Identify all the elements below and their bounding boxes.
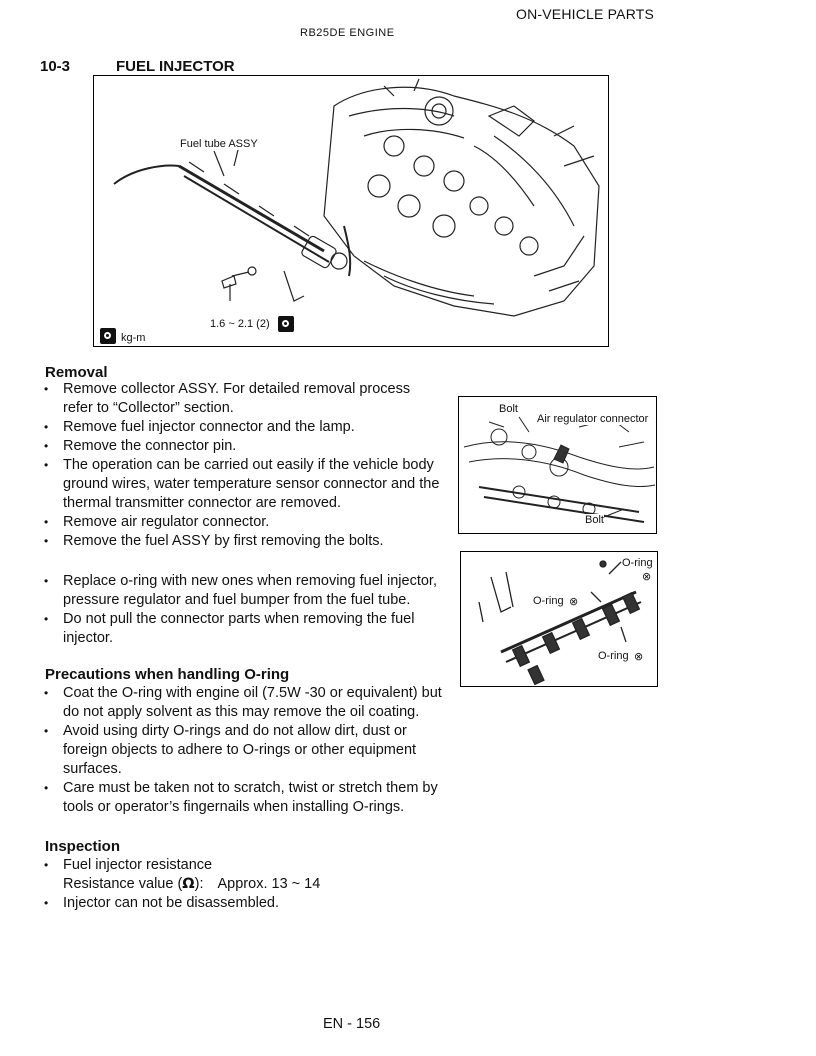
list-item: • Remove collector ASSY. For detailed removal process refer to “Collector” section. bbox=[44, 380, 464, 418]
list-item: • Avoid using dirty O-rings and do not allow dirt, dust or foreign objects to adhere to O-rings or other equipment surfaces. bbox=[44, 722, 464, 779]
list-item: • The operation can be carried out easily if the vehicle body ground wires, water temperature sensor connector and the thermal transmitter connector are removed. bbox=[44, 456, 464, 513]
fuel-injector-diagram bbox=[93, 75, 609, 347]
precautions-list bbox=[44, 684, 464, 817]
ohm-symbol: Ω bbox=[182, 876, 195, 892]
list-item: • Remove air regulator connector. bbox=[44, 513, 464, 532]
list-item: • Injector can not be disassembled. bbox=[44, 894, 464, 913]
o-ring-diagram bbox=[460, 551, 658, 687]
section-number: 10-3 bbox=[40, 58, 71, 75]
label-bolt-top: Bolt bbox=[499, 403, 518, 415]
precautions-heading: Precautions when handling O-ring bbox=[45, 666, 290, 683]
inspection-heading: Inspection bbox=[45, 838, 121, 855]
removal-notes-list bbox=[44, 572, 464, 648]
resistance-value: Approx. 13 ~ 14 bbox=[217, 876, 321, 892]
replace-part-icon: ⊗ bbox=[642, 571, 652, 583]
label-o-ring-bottom: O-ring bbox=[598, 650, 629, 662]
label-o-ring-middle: O-ring bbox=[533, 595, 564, 607]
replace-part-icon: ⊗ bbox=[569, 596, 579, 608]
removal-list bbox=[44, 380, 464, 551]
list-item: • Remove the fuel ASSY by first removing the bolts. bbox=[44, 532, 464, 551]
label-o-ring-top: O-ring bbox=[622, 557, 653, 569]
list-item: • Do not pull the connector parts when removing the fuel injector. bbox=[44, 610, 464, 648]
list-item: • Care must be taken not to scratch, twist or stretch them by tools or operator’s fingernails when installing O-rings. bbox=[44, 779, 464, 817]
list-item: • Remove the connector pin. bbox=[44, 437, 464, 456]
header-engine-name: RB25DE ENGINE bbox=[300, 27, 395, 39]
torque-wrench-icon bbox=[100, 328, 116, 344]
air-regulator-connector-diagram bbox=[458, 396, 657, 534]
label-unit-kg-m: kg-m bbox=[121, 332, 146, 344]
label-air-regulator-connector: Air regulator connector bbox=[537, 413, 649, 425]
list-item: • Fuel injector resistance Resistance value (Ω): Approx. 13 ~ 14 bbox=[44, 856, 464, 894]
list-item: • Replace o-ring with new ones when removing fuel injector, pressure regulator and fuel bumper from the fuel tube. bbox=[44, 572, 464, 610]
label-bolt-bottom: Bolt bbox=[585, 514, 604, 526]
list-item: • Coat the O-ring with engine oil (7.5W -30 or equivalent) but do not apply solvent as this may remove the oil coating. bbox=[44, 684, 464, 722]
header-section-name: ON-VEHICLE PARTS bbox=[516, 6, 655, 22]
resistance-label: Resistance value (Ω): bbox=[63, 876, 204, 892]
list-item: • Remove fuel injector connector and the lamp. bbox=[44, 418, 464, 437]
removal-heading: Removal bbox=[45, 364, 108, 381]
torque-wrench-icon bbox=[278, 316, 294, 332]
inspection-list bbox=[44, 856, 464, 913]
section-title: FUEL INJECTOR bbox=[116, 58, 235, 75]
fuel-rail-drawing bbox=[461, 552, 658, 687]
page-number: EN - 156 bbox=[323, 1016, 381, 1032]
replace-part-icon: ⊗ bbox=[634, 651, 644, 663]
engine-drawing bbox=[94, 76, 609, 347]
label-torque-spec: 1.6 ~ 2.1 (2) bbox=[210, 318, 270, 330]
label-fuel-tube-assy: Fuel tube ASSY bbox=[180, 138, 258, 150]
